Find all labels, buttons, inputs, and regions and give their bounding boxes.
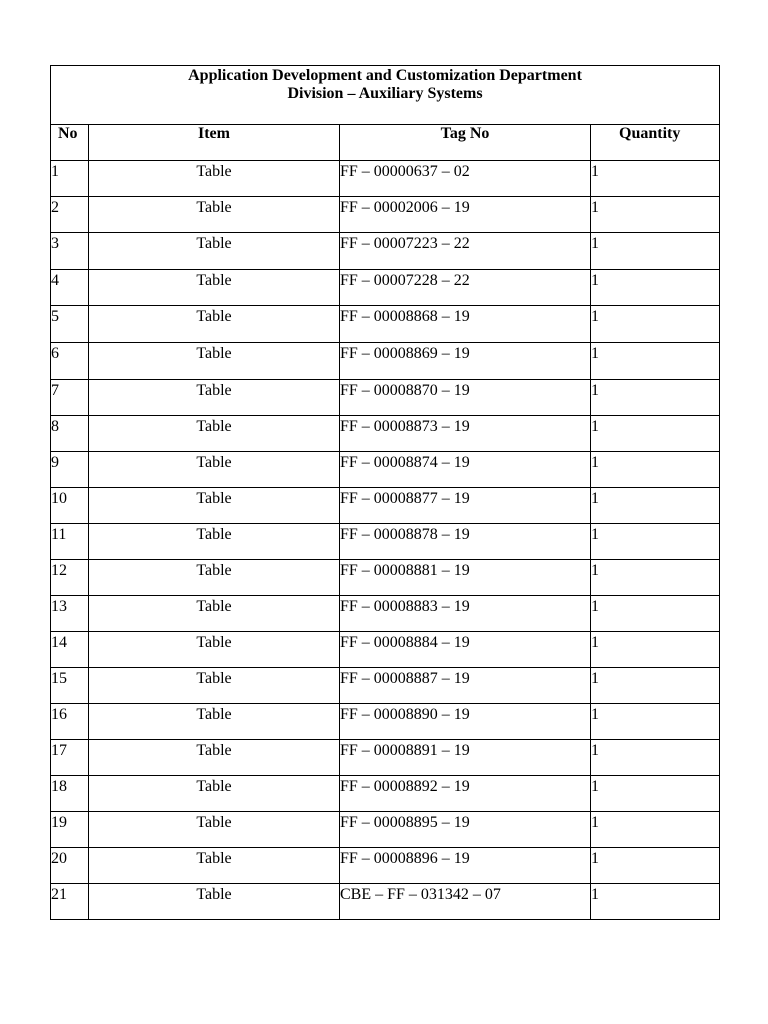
table-row bbox=[51, 488, 720, 524]
cell-quantity: 1 bbox=[591, 704, 720, 740]
cell-no: 7 bbox=[51, 380, 89, 416]
document-title-line-1: Application Development and Customization Department bbox=[188, 67, 582, 84]
cell-quantity: 1 bbox=[591, 884, 720, 920]
header-item: Item bbox=[89, 125, 340, 161]
cell-tag-no: CBE – FF – 031342 – 07 bbox=[340, 884, 591, 920]
cell-item: Table bbox=[89, 812, 340, 848]
table-row bbox=[51, 848, 720, 884]
cell-quantity: 1 bbox=[591, 668, 720, 704]
cell-tag-no: FF – 00008896 – 19 bbox=[340, 848, 591, 884]
table-row bbox=[51, 452, 720, 488]
cell-no: 4 bbox=[51, 270, 89, 306]
header-tag-no: Tag No bbox=[340, 125, 591, 161]
cell-quantity: 1 bbox=[591, 197, 720, 233]
cell-no: 5 bbox=[51, 306, 89, 343]
cell-tag-no: FF – 00008869 – 19 bbox=[340, 343, 591, 380]
cell-quantity: 1 bbox=[591, 306, 720, 343]
cell-item: Table bbox=[89, 270, 340, 306]
cell-no: 20 bbox=[51, 848, 89, 884]
cell-item: Table bbox=[89, 306, 340, 343]
cell-item: Table bbox=[89, 488, 340, 524]
cell-item: Table bbox=[89, 704, 340, 740]
cell-no: 13 bbox=[51, 596, 89, 632]
table-row bbox=[51, 233, 720, 270]
cell-no: 2 bbox=[51, 197, 89, 233]
cell-item: Table bbox=[89, 197, 340, 233]
inventory-table bbox=[50, 65, 720, 920]
cell-tag-no: FF – 00008887 – 19 bbox=[340, 668, 591, 704]
cell-tag-no: FF – 00008870 – 19 bbox=[340, 380, 591, 416]
cell-tag-no: FF – 00008890 – 19 bbox=[340, 704, 591, 740]
table-row bbox=[51, 632, 720, 668]
table-row bbox=[51, 416, 720, 452]
cell-item: Table bbox=[89, 452, 340, 488]
cell-item: Table bbox=[89, 161, 340, 197]
cell-quantity: 1 bbox=[591, 524, 720, 560]
cell-tag-no: FF – 00007228 – 22 bbox=[340, 270, 591, 306]
cell-item: Table bbox=[89, 740, 340, 776]
cell-tag-no: FF – 00007223 – 22 bbox=[340, 233, 591, 270]
cell-quantity: 1 bbox=[591, 488, 720, 524]
cell-no: 21 bbox=[51, 884, 89, 920]
cell-quantity: 1 bbox=[591, 343, 720, 380]
table-row bbox=[51, 596, 720, 632]
cell-tag-no: FF – 00008874 – 19 bbox=[340, 452, 591, 488]
table-row bbox=[51, 343, 720, 380]
cell-no: 12 bbox=[51, 560, 89, 596]
cell-tag-no: FF – 00008881 – 19 bbox=[340, 560, 591, 596]
cell-quantity: 1 bbox=[591, 560, 720, 596]
table-row bbox=[51, 740, 720, 776]
cell-quantity: 1 bbox=[591, 416, 720, 452]
cell-quantity: 1 bbox=[591, 848, 720, 884]
table-row bbox=[51, 270, 720, 306]
cell-no: 17 bbox=[51, 740, 89, 776]
table-row bbox=[51, 776, 720, 812]
table-row bbox=[51, 197, 720, 233]
table-row bbox=[51, 884, 720, 920]
cell-item: Table bbox=[89, 524, 340, 560]
cell-quantity: 1 bbox=[591, 812, 720, 848]
cell-no: 3 bbox=[51, 233, 89, 270]
cell-item: Table bbox=[89, 380, 340, 416]
cell-tag-no: FF – 00000637 – 02 bbox=[340, 161, 591, 197]
document-title bbox=[51, 66, 720, 125]
cell-quantity: 1 bbox=[591, 596, 720, 632]
cell-item: Table bbox=[89, 848, 340, 884]
table-row bbox=[51, 306, 720, 343]
cell-item: Table bbox=[89, 343, 340, 380]
cell-item: Table bbox=[89, 233, 340, 270]
table-row bbox=[51, 524, 720, 560]
table-row bbox=[51, 380, 720, 416]
cell-no: 14 bbox=[51, 632, 89, 668]
cell-quantity: 1 bbox=[591, 161, 720, 197]
cell-item: Table bbox=[89, 596, 340, 632]
cell-tag-no: FF – 00008883 – 19 bbox=[340, 596, 591, 632]
cell-no: 10 bbox=[51, 488, 89, 524]
cell-item: Table bbox=[89, 884, 340, 920]
cell-tag-no: FF – 00008891 – 19 bbox=[340, 740, 591, 776]
cell-quantity: 1 bbox=[591, 233, 720, 270]
cell-quantity: 1 bbox=[591, 380, 720, 416]
cell-item: Table bbox=[89, 668, 340, 704]
cell-quantity: 1 bbox=[591, 632, 720, 668]
table-row bbox=[51, 161, 720, 197]
table-body bbox=[51, 161, 720, 920]
cell-item: Table bbox=[89, 632, 340, 668]
cell-tag-no: FF – 00008878 – 19 bbox=[340, 524, 591, 560]
cell-tag-no: FF – 00008873 – 19 bbox=[340, 416, 591, 452]
cell-quantity: 1 bbox=[591, 776, 720, 812]
header-no: No bbox=[51, 125, 89, 161]
table-row bbox=[51, 668, 720, 704]
cell-no: 8 bbox=[51, 416, 89, 452]
cell-item: Table bbox=[89, 416, 340, 452]
document-title-line-2: Division – Auxiliary Systems bbox=[287, 85, 483, 102]
cell-no: 11 bbox=[51, 524, 89, 560]
cell-tag-no: FF – 00008868 – 19 bbox=[340, 306, 591, 343]
table-row bbox=[51, 812, 720, 848]
cell-tag-no: FF – 00002006 – 19 bbox=[340, 197, 591, 233]
cell-no: 18 bbox=[51, 776, 89, 812]
cell-tag-no: FF – 00008877 – 19 bbox=[340, 488, 591, 524]
cell-tag-no: FF – 00008895 – 19 bbox=[340, 812, 591, 848]
cell-no: 6 bbox=[51, 343, 89, 380]
cell-no: 9 bbox=[51, 452, 89, 488]
cell-tag-no: FF – 00008892 – 19 bbox=[340, 776, 591, 812]
cell-quantity: 1 bbox=[591, 452, 720, 488]
table-header-row bbox=[51, 125, 720, 161]
table-row bbox=[51, 560, 720, 596]
table-title-row bbox=[51, 66, 720, 125]
cell-no: 15 bbox=[51, 668, 89, 704]
header-quantity: Quantity bbox=[591, 125, 720, 161]
cell-item: Table bbox=[89, 560, 340, 596]
cell-no: 16 bbox=[51, 704, 89, 740]
cell-quantity: 1 bbox=[591, 740, 720, 776]
table-row bbox=[51, 704, 720, 740]
cell-no: 1 bbox=[51, 161, 89, 197]
cell-no: 19 bbox=[51, 812, 89, 848]
cell-item: Table bbox=[89, 776, 340, 812]
cell-quantity: 1 bbox=[591, 270, 720, 306]
cell-tag-no: FF – 00008884 – 19 bbox=[340, 632, 591, 668]
